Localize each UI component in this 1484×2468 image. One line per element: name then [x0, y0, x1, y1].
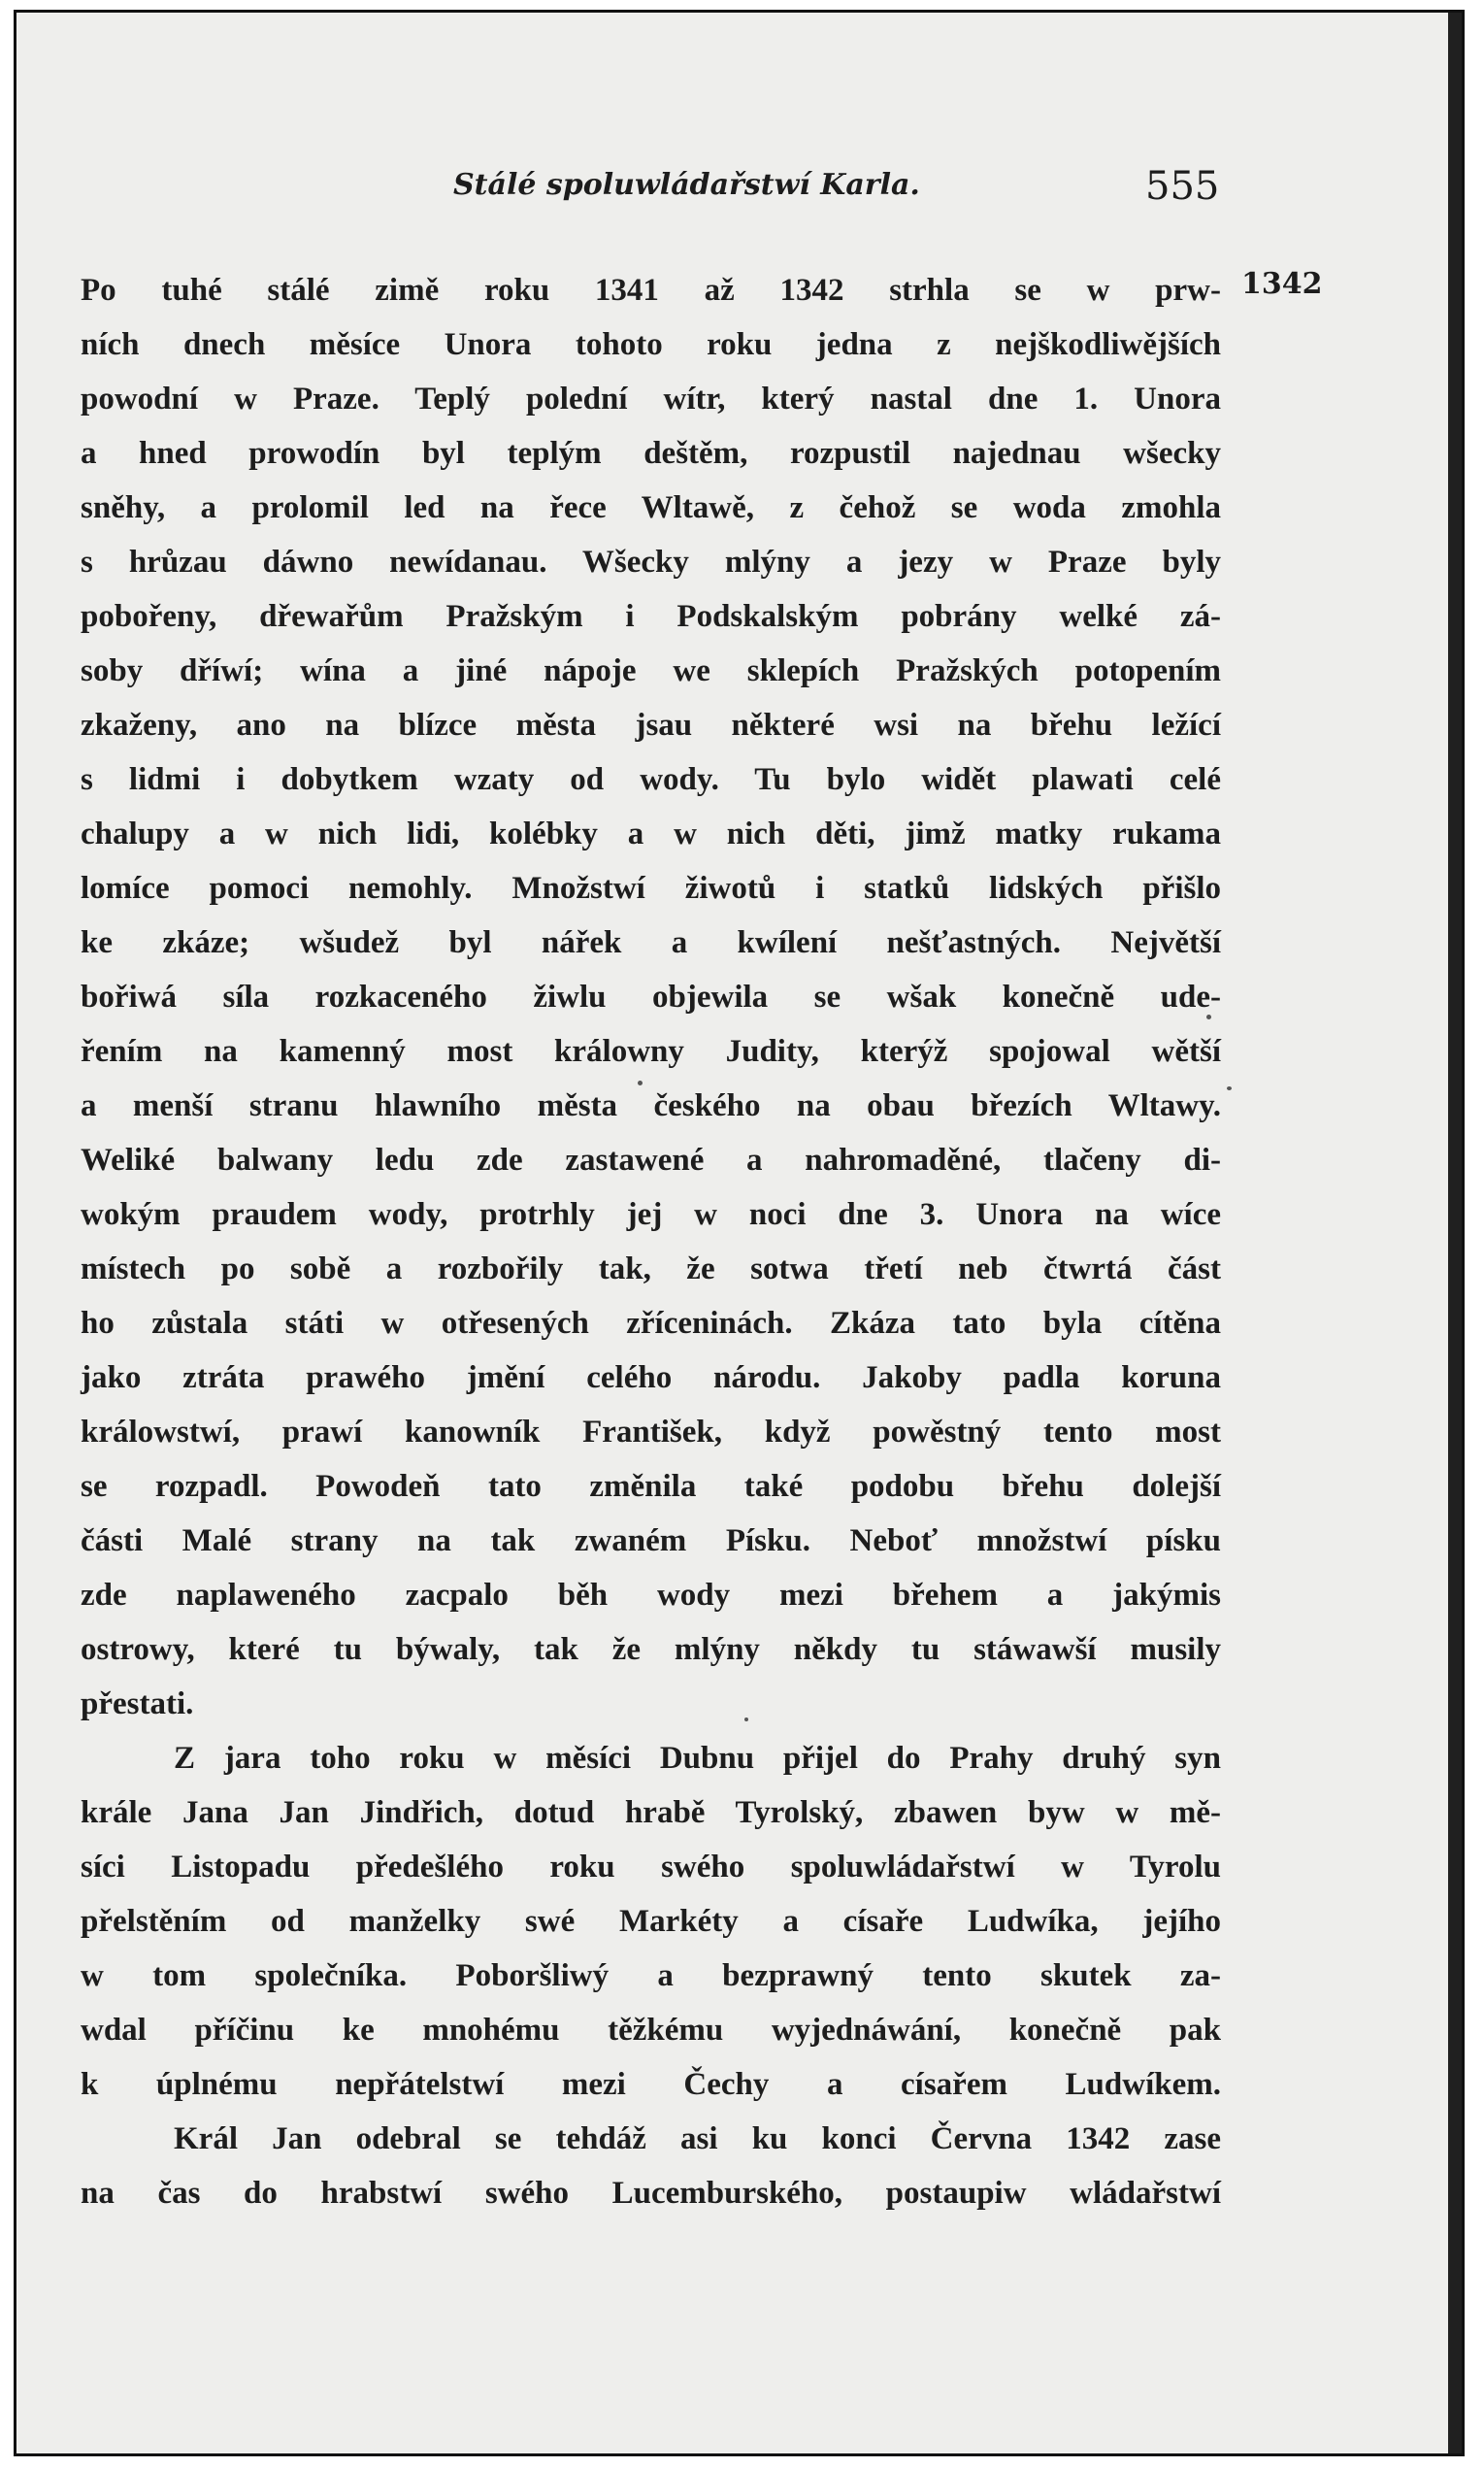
margin-year-note: 1342	[1241, 267, 1323, 301]
text-line: s lidmi i dobytkem wzaty od wody. Tu bylo widět plawati celé	[81, 762, 1221, 797]
text-line: zde naplaweného zacpalo běh wody mezi břehem a jakýmis	[81, 1578, 1221, 1613]
text-line: přelstěním od manželky swé Markéty a císaře Ludwíka, jejího	[81, 1904, 1221, 1939]
text-line: krále Jana Jan Jindřich, dotud hrabě Tyrolský, zbawen byw w mě-	[81, 1795, 1221, 1830]
scan-speck	[638, 1081, 643, 1085]
text-line: ních dnech měsíce Unora tohoto roku jedna z nejškodliwějších	[81, 327, 1221, 362]
text-line: a menší stranu hlawního města českého na obau březích Wltawy.	[81, 1088, 1221, 1123]
scan-speck	[1227, 1086, 1232, 1090]
text-line: ke zkáze; wšudež byl nářek a kwílení nešťastných. Největší	[81, 925, 1221, 960]
text-line: bořiwá síla rozkaceného žiwlu objewila se wšak konečně ude-	[81, 980, 1221, 1015]
text-line: Weliké balwany ledu zde zastawené a nahromaděné, tlačeny di-	[81, 1143, 1221, 1178]
text-line: Z jara toho roku w měsíci Dubnu přijel do Prahy druhý syn	[174, 1741, 1221, 1776]
text-line: pobořeny, dřewařům Pražským i Podskalským pobrány welké zá-	[81, 599, 1221, 634]
text-line: k úplnému nepřátelstwí mezi Čechy a císařem Ludwíkem.	[81, 2067, 1221, 2102]
text-line: wokým praudem wody, protrhly jej w noci dne 3. Unora na wíce	[81, 1197, 1221, 1232]
text-line: chalupy a w nich lidi, kolébky a w nich děti, jimž matky rukama	[81, 817, 1221, 851]
text-line: sněhy, a prolomil led na řece Wltawě, z čehož se woda zmohla	[81, 490, 1221, 525]
text-line: části Malé strany na tak zwaném Písku. Neboť množstwí písku	[81, 1523, 1221, 1558]
text-line: ho zůstala státi w otřesených zříceninách. Zkáza tato byla cítěna	[81, 1306, 1221, 1341]
text-line: přestati.	[81, 1686, 194, 1721]
scan-speck	[1206, 1015, 1211, 1019]
text-line: řením na kamenný most králowny Judity, kterýž spojowal wětší	[81, 1034, 1221, 1069]
text-line: ostrowy, které tu býwaly, tak že mlýny někdy tu stáwawší musily	[81, 1632, 1221, 1667]
text-line: zkaženy, ano na blízce města jsau některé wsi na břehu ležící	[81, 708, 1221, 743]
text-line: s hrůzau dáwno newídanau. Wšecky mlýny a jezy w Praze byly	[81, 545, 1221, 580]
text-line: w tom společníka. Poboršliwý a bezprawný tento skutek za-	[81, 1958, 1221, 1993]
running-head: Stálé spoluwládařstwí Karla.	[453, 168, 920, 202]
text-line: králowstwí, prawí kanowník František, když powěstný tento most	[81, 1415, 1221, 1450]
text-line: wdal příčinu ke mnohému těžkému wyjednáwání, konečně pak	[81, 2013, 1221, 2048]
body-text	[81, 263, 1221, 2220]
scan-speck	[744, 1718, 748, 1721]
text-line: se rozpadl. Powodeň tato změnila také podobu břehu dolejší	[81, 1469, 1221, 1504]
text-line: powodní w Praze. Teplý polední wítr, který nastal dne 1. Unora	[81, 382, 1221, 417]
text-line: síci Listopadu předešlého roku swého spoluwládařstwí w Tyrolu	[81, 1850, 1221, 1884]
text-line: a hned prowodín byl teplým deštěm, rozpustil najednau wšecky	[81, 436, 1221, 471]
scanned-book-page	[14, 10, 1465, 2456]
text-line: soby dříwí; wína a jiné nápoje we sklepích Pražských potopením	[81, 653, 1221, 688]
page-number: 555	[1145, 164, 1220, 209]
text-line: lomíce pomoci nemohly. Množstwí žiwotů i statků lidských přišlo	[81, 871, 1221, 906]
text-line: jako ztráta prawého jmění celého národu. Jakoby padla koruna	[81, 1360, 1221, 1395]
text-line: Po tuhé stálé zimě roku 1341 až 1342 strhla se w prw-	[81, 273, 1221, 308]
text-line: na čas do hrabstwí swého Lucemburského, postaupiw wládařstwí	[81, 2176, 1221, 2211]
text-line: místech po sobě a rozbořily tak, že sotwa třetí neb čtwrtá část	[81, 1251, 1221, 1286]
text-line: Král Jan odebral se tehdáž asi ku konci Června 1342 zase	[174, 2121, 1221, 2156]
